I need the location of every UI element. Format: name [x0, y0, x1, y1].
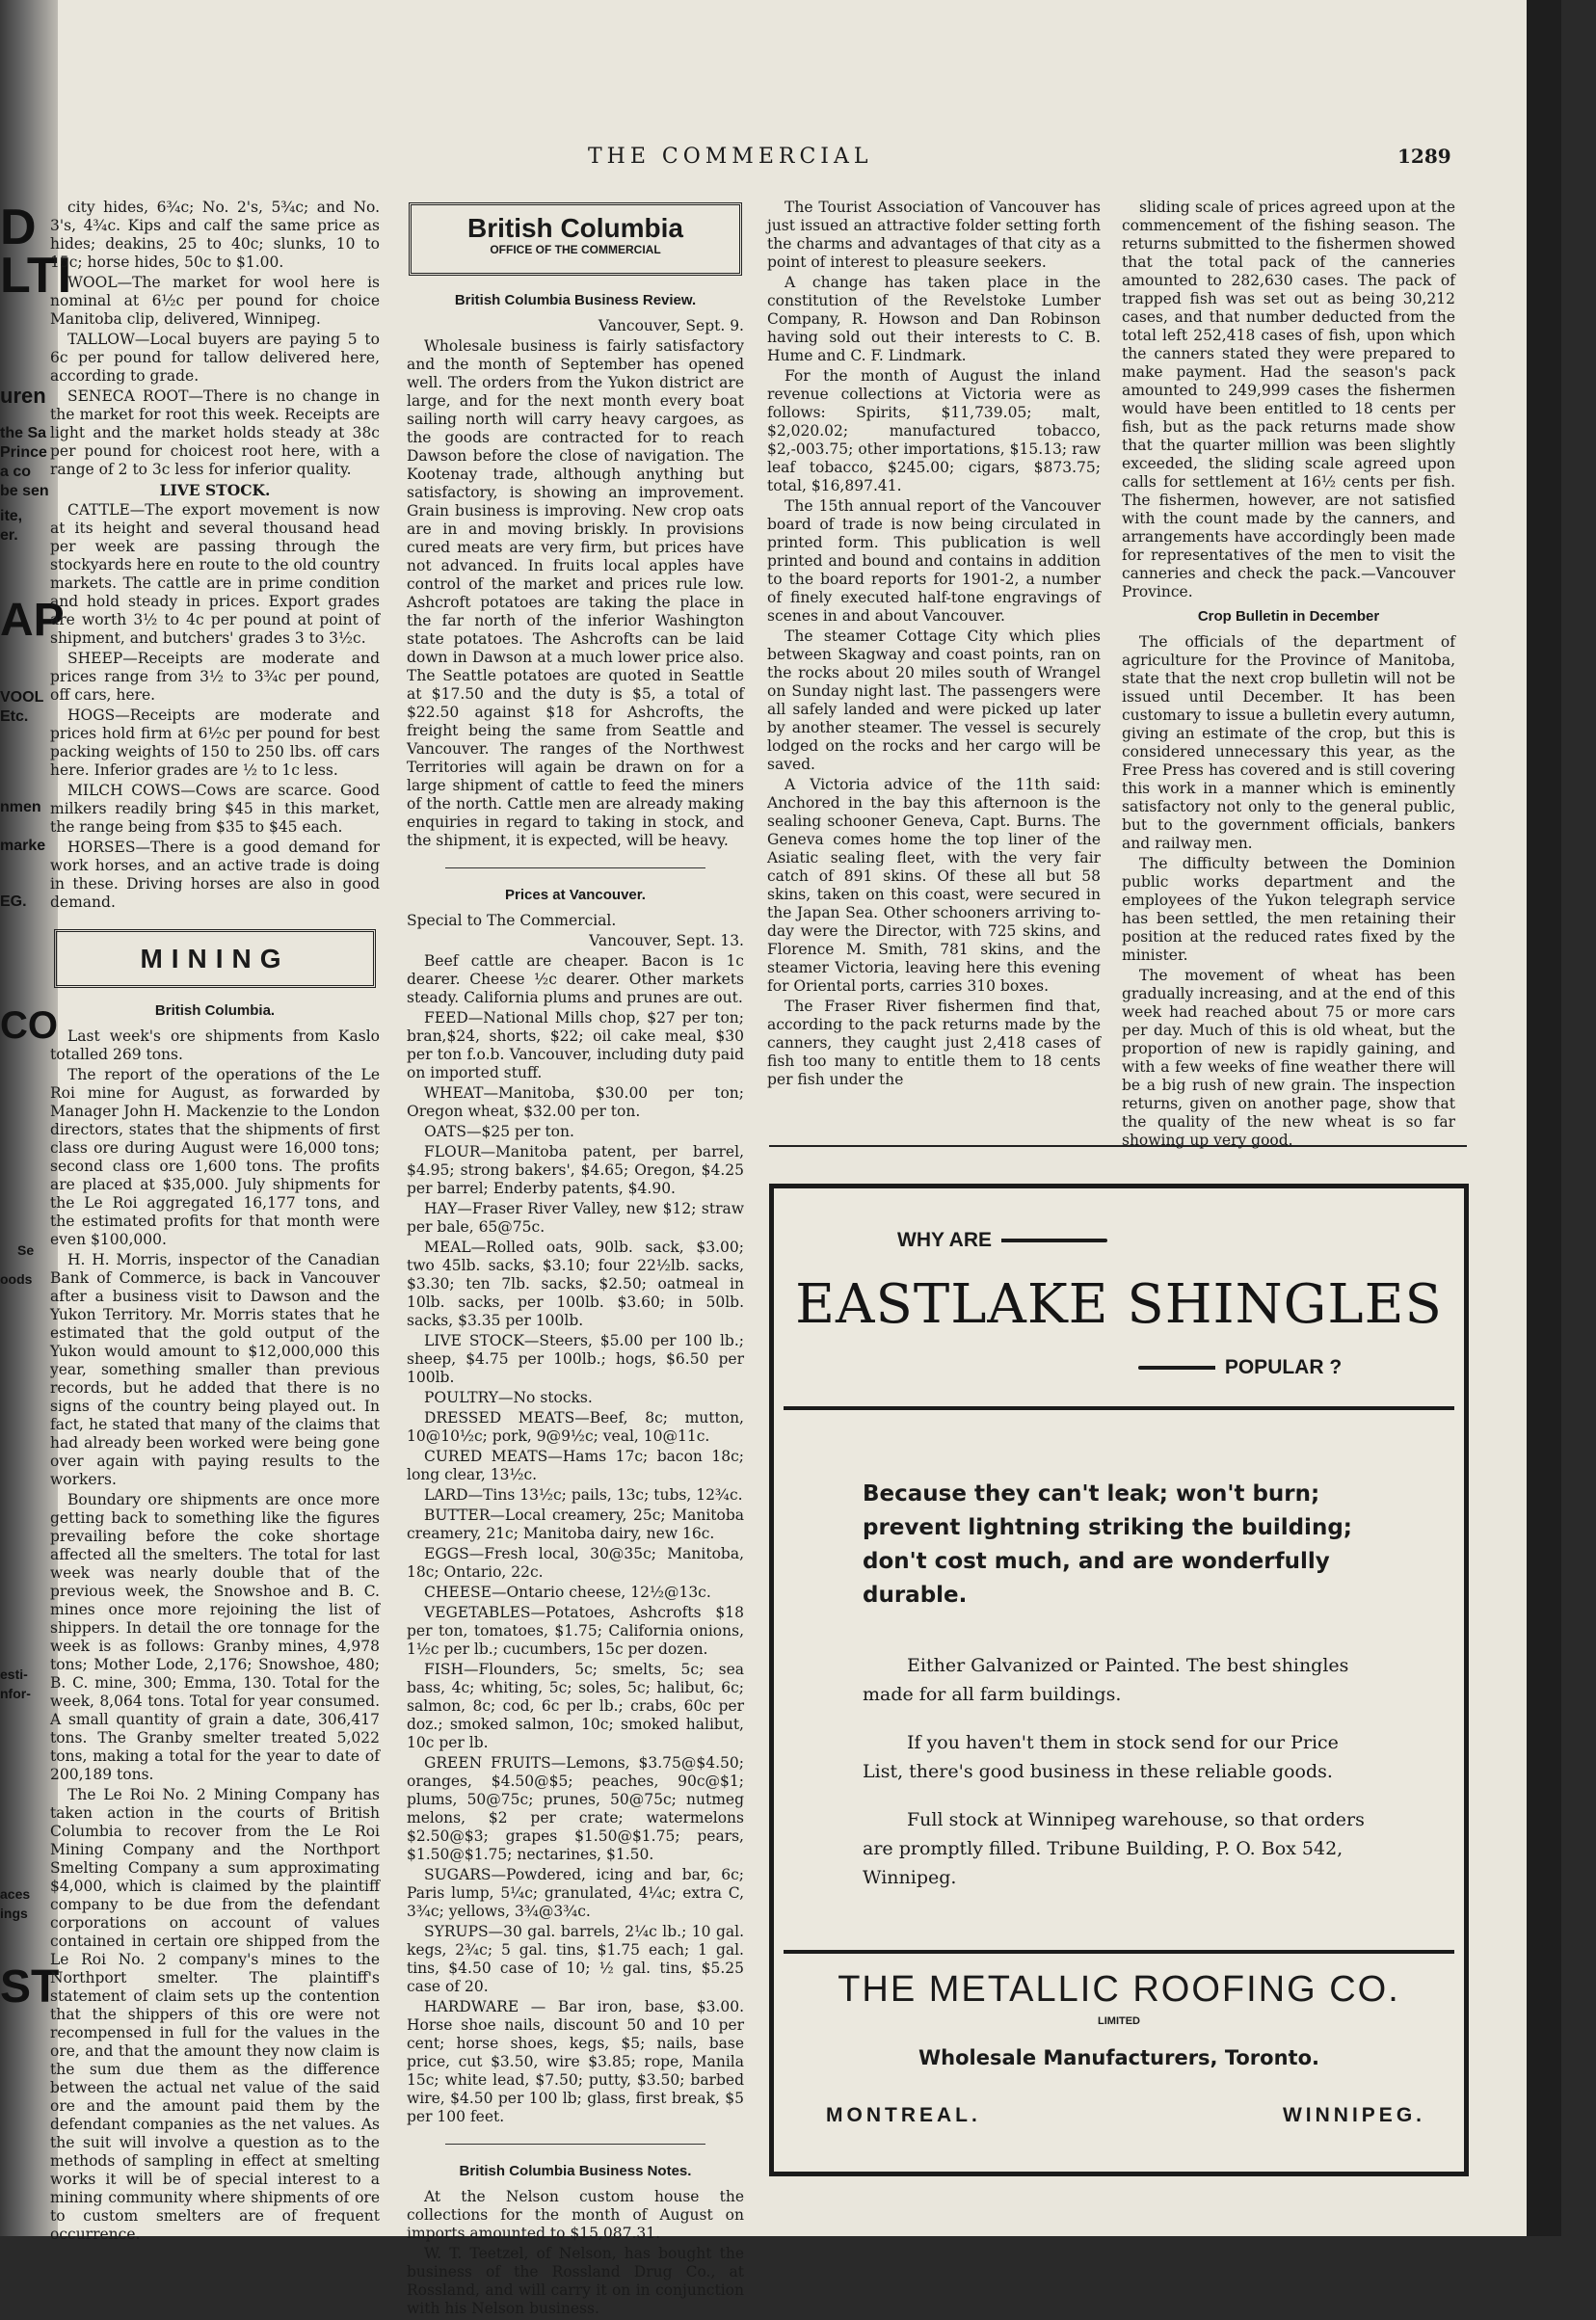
margin-fragment: AP — [0, 595, 65, 646]
business-review-heading: British Columbia Business Review. — [454, 292, 697, 308]
ad-top-rule — [769, 1145, 1467, 1147]
price-paragraph: FISH—Flounders, 5c; smelts, 5c; sea bass, 4c; whiting, 5c; soles, 5c; halibut, 6c; salmon, 8c; cod, 6c per lb.; crabs, 60c per doz.; smoked salmon, 10c; smoked halibut, 10c per lb. — [407, 1661, 744, 1751]
prices-special: Special to The Commercial. — [407, 912, 617, 929]
news-paragraph: The officials of the department of agriculture for the Province of Manitoba, state that the next crop bulletin will not be issued until December. It has been customary to issue a bulletin every autumn, giving an estimate of the crop, but this is considered unnecessary this year, as the Free Press has covered and is still covering this work in a manner which is eminently satisfactory not only to the general public, but to the government officials, bankers and railway men. — [1122, 633, 1455, 852]
price-paragraph: SUGARS—Powdered, icing and bar, 6c; Paris lump, 5¼c; granulated, 4¼c; extra C, 3¾c; yellows, 3¾@3¾c. — [407, 1866, 744, 1920]
market-paragraph: WOOL—The market for wool here is nominal at 6½c per pound for choice Manitoba clip, delivered, Winnipeg. — [50, 274, 380, 328]
price-paragraph: GREEN FRUITS—Lemons, $3.75@$4.50; oranges, $4.50@$5; peaches, 90c@$1; plums, 50@75c; prunes, 50@75c; nutmeg melons, $2 per crate; watermelons $2.50@$3; grapes $1.50@$1.75; pears, $1.50@$1.75; nectarines, $1.50. — [407, 1754, 744, 1863]
column-1 — [50, 199, 380, 2246]
price-paragraph: LIVE STOCK—Steers, $5.00 per 100 lb.; sheep, $4.75 per 100lb.; hogs, $6.50 per 100lb. — [407, 1332, 744, 1386]
price-paragraph: LARD—Tins 13½c; pails, 13c; tubs, 12¾c. — [424, 1486, 743, 1504]
why-are-text: WHY ARE — [897, 1229, 993, 1251]
live-stock-heading: LIVE STOCK. — [159, 481, 271, 499]
page-number: 1289 — [1397, 145, 1451, 168]
price-paragraph: CHEESE—Ontario cheese, 12½@13c. — [424, 1584, 711, 1601]
ad-paragraph-2: If you haven't them in stock send for our Price List, there's good business in these reliable goods. — [863, 1732, 1339, 1782]
ad-tagline: Because they can't leak; won't burn; prevent lightning striking the building; don't cost much, and are wonderfully durable. — [863, 1481, 1352, 1608]
mining-paragraph: Last week's ore shipments from Kaslo totalled 269 tons. — [50, 1027, 380, 1063]
ad-divider-top — [784, 1406, 1454, 1410]
ad-paragraph-1: Either Galvanized or Painted. The best shingles made for all farm buildings. — [863, 1655, 1349, 1705]
margin-fragment: ings — [0, 1906, 28, 1921]
livestock-paragraph: SHEEP—Receipts are moderate and prices range from 3½ to 3¾c per pound, off cars, here. — [50, 650, 380, 704]
margin-fragment: esti- — [0, 1667, 28, 1682]
price-paragraph: FLOUR—Manitoba patent, per barrel, $4.95; strong bakers', $4.65; Oregon, $4.25 per barrel; Enderby patents, $4.90. — [407, 1143, 744, 1197]
price-paragraph: DRESSED MEATS—Beef, 8c; mutton, 10@10½c; pork, 9@9½c; veal, 10@11c. — [407, 1409, 744, 1445]
page-header-title: THE COMMERCIAL — [588, 145, 873, 169]
mining-section-box — [54, 929, 376, 988]
review-paragraph: Wholesale business is fairly satisfactory and the month of September has opened well. The orders from the Yukon district are large, and for the next month every boat sailing north will carry heavy cargoes, as the goods are contracted for to reach Dawson before the close of navigation. The Kootenay trade, although anything but satisfactory, is showing an improvement. Grain business is improving. New crop oats are in and moving briskly. In provisions cured meats are very firm, but prices have not advanced. In fruits local apples have control of the market and prices rule low. Ashcroft potatoes are taking the place in the far north of the inferior Washington state potatoes. The Ashcrofts can be laid down in Dawson at a much lower price also. The Seattle potatoes are quoted in Seattle at $17.50 and the duty is $5, a total of $22.50 against $18 for Ashcrofts, the freight being the same from Seattle and Vancouver. The ranges of the Northwest Territories will again be drawn on for a large shipment of cattle to feed the miners of the north. Cattle men are already making enquiries in regard to taking in stock, and the shipment, it is expected, will be heavy. — [407, 337, 744, 849]
margin-fragment: ite, — [0, 508, 23, 524]
market-paragraph: TALLOW—Local buyers are paying 5 to 6c per pound for tallow delivered here, according to grade. — [50, 331, 380, 385]
mining-paragraph: The Le Roi No. 2 Mining Company has taken action in the courts of British Columbia to recover from the Le Roi Mining Company and the Northport Smelting Company a sum approximating $4,000, which is claimed by the plaintiff company to be due from the defendant corporations on account of values contained in certain ore shipped from the Le Roi No. 2 company's mines to the Northport smelter. The plaintiff's statement of claim sets up the contention that the shippers of this ore were not recompensed in full for the values in the ore, and that the amount they now claim is the sum due them as the difference between the actual net value of the said ore and the amount paid them by the defendant companies as the net values. As the suit will involve a question as to the methods of sampling in effect at smelting works it will be of special interest to a mining community where shipments of ore to custom smelters are of frequent occurrence. — [50, 1786, 380, 2243]
margin-fragment: Se — [17, 1242, 35, 1258]
margin-fragment: marke — [0, 838, 46, 854]
margin-fragment: a co — [0, 464, 32, 480]
margin-fragment: er. — [0, 527, 18, 544]
price-paragraph: POULTRY—No stocks. — [424, 1389, 593, 1406]
crop-bulletin-heading: Crop Bulletin in December — [1197, 608, 1380, 625]
price-paragraph: MEAL—Rolled oats, 90lb. sack, $3.00; two 45lb. sacks, $3.10; four 22½lb. sacks, $3.30; ten 7lb. sacks, $2.50; oatmeal in 10lb. sacks, per 100lb. $3.60; in 50lb. sacks, $3.35 per 100lb. — [407, 1239, 744, 1329]
market-paragraph: SENECA ROOT—There is no change in the market for root this week. Receipts are light and the market holds steady at 38c per pound for choicest root here, with a range of 2 to 3c less for inferior quality. — [50, 387, 380, 478]
british-columbia-box — [409, 202, 742, 276]
market-paragraph: city hides, 6¾c; No. 2's, 5¾c; and No. 3's, 4¾c. Kips and calf the same price as hides; deakins, 25 to 40c; slunks, 10 to 15c; horse hides, 50c to $1.00. — [50, 199, 380, 271]
news-paragraph: For the month of August the inland revenue collections at Victoria were as follows: Spirits, $11,739.05; malt, $2,020.02; manufactured tobacco, $2,-003.75; other importations, $15.13; raw leaf tobacco, $245.00; cigars, $873.75; total, $16,897.41. — [767, 367, 1101, 494]
swash-line — [1138, 1366, 1215, 1370]
news-paragraph: The 15th annual report of the Vancouver board of trade is now being circulated in printed form. This publication is well printed and bound and contains in addition to the board reports for 1901-2, a number of finely executed half-tone engravings of scenes in and about Vancouver. — [767, 497, 1101, 625]
office-subtitle: OFFICE OF THE COMMERCIAL — [490, 243, 661, 256]
margin-fragment: aces — [0, 1886, 31, 1902]
news-paragraph: The difficulty between the Dominion public works department and the employees of the Yukon telegraph service has been settled, the men retaining their position at the reduced rates fixed by the minister. — [1122, 855, 1455, 964]
ad-paragraph-3: Full stock at Winnipeg warehouse, so that orders are promptly filled. Tribune Building, P. O. Box 542, Winnipeg. — [863, 1809, 1365, 1888]
price-paragraph: CURED MEATS—Hams 17c; bacon 18c; long clear, 13½c. — [407, 1448, 744, 1483]
livestock-paragraph: HOGS—Receipts are moderate and prices hold firm at 6½c per pound for best packing weights of 150 to 250 lbs. off cars here. Inferior grades are ½ to 1c less. — [50, 707, 380, 779]
price-paragraph: BUTTER—Local creamery, 25c; Manitoba creamery, 21c; Manitoba dairy, new 16c. — [407, 1507, 744, 1542]
price-paragraph: WHEAT—Manitoba, $30.00 per ton; Oregon wheat, $32.00 per ton. — [407, 1084, 744, 1120]
livestock-paragraph: MILCH COWS—Cows are scarce. Good milkers readily bring $45 in this market, the range being from $35 to $45 each. — [50, 782, 380, 836]
price-paragraph: EGGS—Fresh local, 30@35c; Manitoba, 18c; Ontario, 22c. — [407, 1545, 744, 1581]
divider — [445, 2144, 705, 2145]
british-columbia-subhead: British Columbia. — [154, 1002, 276, 1019]
ad-headline: EASTLAKE SHINGLES — [795, 1273, 1443, 1336]
margin-fragment: Prince — [0, 444, 47, 461]
price-paragraph: SYRUPS—30 gal. barrels, 2¼c lb.; 10 gal. kegs, 2¾c; 5 gal. tins, $1.75 each; 1 gal. tins, $4.50 case of 10; ½ gal. tins, $5.25 case of 20. — [407, 1923, 744, 1995]
margin-fragment: CO — [0, 1004, 58, 1047]
margin-fragment: nfor- — [0, 1686, 31, 1701]
column-4 — [1122, 199, 1455, 1152]
news-paragraph: sliding scale of prices agreed upon at the commencement of the fishing season. The returns submitted to the fishermen showed that the total pack of the canneries amounted to 282,630 cases. The pack of trapped fish was set out as being 30,212 cases, and that number deducted from the total left 252,418 cases of fish, upon which the canners stated they were prepared to make payment. Had the season's pack amounted to 249,999 cases the fishermen would have been entitled to 18 cents per fish, but as the pack returns made show that the quarter million was been slightly exceeded, the sliding scale agreed upon calls for settlement at 16½ cents per fish. The fishermen, however, are not satisfied with the count made by the canners, and arrangements have accordingly been made for representatives of the men to visit the canneries and check the pack.—Vancouver Province. — [1122, 199, 1455, 600]
mining-paragraph: H. H. Morris, inspector of the Canadian Bank of Commerce, is back in Vancouver after a business visit to Dawson and the Yukon Territory. Mr. Morris states that he estimated that the gold output of the Yukon would amount to $12,000,000 this year, something smaller than previous records, but he added that there is no signs of the country being played out. In fact, he stated that many of the claims that had already been worked were being gone over again with paying results to the workers. — [50, 1251, 380, 1488]
column-2 — [407, 199, 744, 2320]
margin-fragment: the Sa — [0, 425, 47, 441]
note-paragraph: W. T. Teetzel, of Nelson, has bought the business of the Rossland Drug Co., at Rossland, and will carry it on in conjunction with his Nelson business. — [407, 2245, 744, 2317]
mining-title: MINING — [140, 944, 290, 973]
margin-fragment: Etc. — [0, 708, 29, 725]
news-paragraph: The movement of wheat has been gradually increasing, and at the end of this week had reached about 75 or more cars per day. Much of this is old wheat, but the proportion of new is rapidly gaining, and with a few weeks of fine weather there will be a big rush of new grain. The inspection returns, given on another page, show that the quality of the new wheat is so far showing up very good. — [1122, 967, 1455, 1149]
ad-city-montreal: MONTREAL. — [826, 2104, 981, 2126]
prices-dateline: Vancouver, Sept. 13. — [589, 932, 744, 949]
ad-why-are — [897, 1229, 1107, 1252]
ad-wholesale: Wholesale Manufacturers, Toronto. — [918, 2046, 1319, 2069]
business-notes-heading: British Columbia Business Notes. — [459, 2163, 692, 2179]
review-dateline: Vancouver, Sept. 9. — [598, 317, 744, 334]
column-3 — [767, 199, 1101, 1091]
margin-fragment: nmen — [0, 799, 41, 815]
eastlake-shingles-ad — [769, 1184, 1469, 2176]
mining-paragraph: Boundary ore shipments are once more getting back to something like the figures prevailing before the coke shortage affected all the smelters. The total for last week was nearly double that of the previous week, the Snowshoe and B. C. mines once more rejoining the list of shippers. In detail the ore tonnage for the week is as follows: Granby mines, 4,978 tons; Mother Lode, 2,176; Snowshoe, 480; B. C. mine, 300; Emma, 130. Total for the week, 8,064 tons. Total for year consumed. A small quantity of grain a date, 306,417 tons. The Granby smelter treated 5,022 tons, making a total for the year to date of 200,189 tons. — [50, 1491, 380, 1783]
swash-line — [1001, 1239, 1107, 1242]
prices-heading: Prices at Vancouver. — [505, 887, 646, 903]
margin-fragment: be sen — [0, 483, 49, 499]
margin-fragment: uren — [0, 384, 46, 408]
news-paragraph: The Fraser River fishermen find that, according to the pack returns made by the canners, they caught just 2,418 cases of fish too many to entitle them to 18 cents per fish under the — [767, 998, 1101, 1088]
note-paragraph: At the Nelson custom house the collections for the month of August on imports amounted to $15,087.31. — [407, 2188, 744, 2242]
news-paragraph: A Victoria advice of the 11th said: Anchored in the bay this afternoon is the sealing schooner Geneva, Capt. Burns. The Geneva comes home the top liner of the Asiatic sealing fleet, with the very fair catch of 891 skins. Of these all but 58 skins, taken on this coast, were secured in the Japan Sea. Other schooners arriving to-day were the Director, with 725 skins, and Florence M. Smith, 781 skins, and the steamer Victoria, leaving here this evening for Oriental ports, carries 310 boxes. — [767, 776, 1101, 995]
price-paragraph: HAY—Fraser River Valley, new $12; straw per bale, 65@75c. — [407, 1200, 744, 1236]
divider — [445, 867, 705, 868]
livestock-paragraph: CATTLE—The export movement is now at its height and several thousand head per week are passing through the stockyards here en route to the old country markets. The cattle are in prime condition and hold steady in prices. Export grades are worth 3½ to 4c per pound at point of shipment, and butchers' grades 3 to 3½c. — [50, 501, 380, 647]
ad-city-winnipeg: WINNIPEG. — [1282, 2104, 1425, 2126]
margin-fragment: D — [0, 200, 37, 255]
price-paragraph: VEGETABLES—Potatoes, Ashcrofts $18 per ton, tomatoes, $1.75; California onions, 1½c per lb.; cucumbers, 15c per dozen. — [407, 1604, 744, 1658]
news-paragraph: The Tourist Association of Vancouver has just issued an attractive folder setting forth the charms and advantages of that city as a point of interest to pleasure seekers. — [767, 199, 1101, 271]
margin-fragment: VOOL — [0, 689, 44, 706]
ad-divider-bottom — [784, 1950, 1454, 1954]
news-paragraph: The steamer Cottage City which plies between Skagway and coast points, ran on the rocks about 20 miles south of Wrangel on Sunday night last. The passengers were all safely landed and were picked up later by another steamer. The vessel is securely lodged on the rocks and her cargo will be saved. — [767, 627, 1101, 773]
page-edge-shadow — [1527, 0, 1561, 2236]
margin-fragment: EG. — [0, 893, 27, 910]
margin-fragment: ST — [0, 1961, 60, 2013]
popular-text: POPULAR ? — [1224, 1356, 1343, 1378]
ad-popular — [1138, 1356, 1342, 1379]
ad-limited: LIMITED — [1098, 2015, 1140, 2027]
livestock-paragraph: HORSES—There is a good demand for work horses, and an active trade is doing in these. Driving horses are also in good demand. — [50, 839, 380, 911]
price-paragraph: OATS—$25 per ton. — [424, 1123, 574, 1140]
ad-company-name: THE METALLIC ROOFING CO. — [838, 1969, 1400, 2010]
price-paragraph: FEED—National Mills chop, $27 per ton; bran,$24, shorts, $22; oil cake meal, $30 per ton f.o.b. Vancouver, including duty paid on imported stuff. — [407, 1009, 744, 1081]
margin-fragment: LTI — [0, 248, 72, 304]
margin-fragment: oods — [0, 1271, 33, 1287]
mining-paragraph: The report of the operations of the Le Roi mine for August, as forwarded by Manager John H. Mackenzie to the London directors, states that the shipments of first class ore during August were 16,000 tons; second class ore 1,600 tons. The profits are placed at $35,000. July shipments for the Le Roi aggregated 16,177 tons, and the estimated profits for that month were even $100,000. — [50, 1066, 380, 1248]
price-paragraph: Beef cattle are cheaper. Bacon is 1c dearer. Cheese ½c dearer. Other markets steady. California plums and prunes are out. — [407, 952, 744, 1006]
news-paragraph: A change has taken place in the constitution of the Revelstoke Lumber Company, R. Howson and Dan Robinson having sold out their interests to C. B. Hume and C. F. Lindmark. — [767, 274, 1101, 364]
british-columbia-title: British Columbia — [466, 213, 683, 243]
price-paragraph: HARDWARE — Bar iron, base, $3.00. Horse shoe nails, discount 50 and 10 per cent; horse shoes, kegs, $5; nails, base price, cut $3.50, wire $3.85; rope, Manila 15c; white lead, $7.50; putty, $3.50; barbed wire, $4.50 per 100 lb; glass, first break, $5 per 100 feet. — [407, 1998, 744, 2125]
